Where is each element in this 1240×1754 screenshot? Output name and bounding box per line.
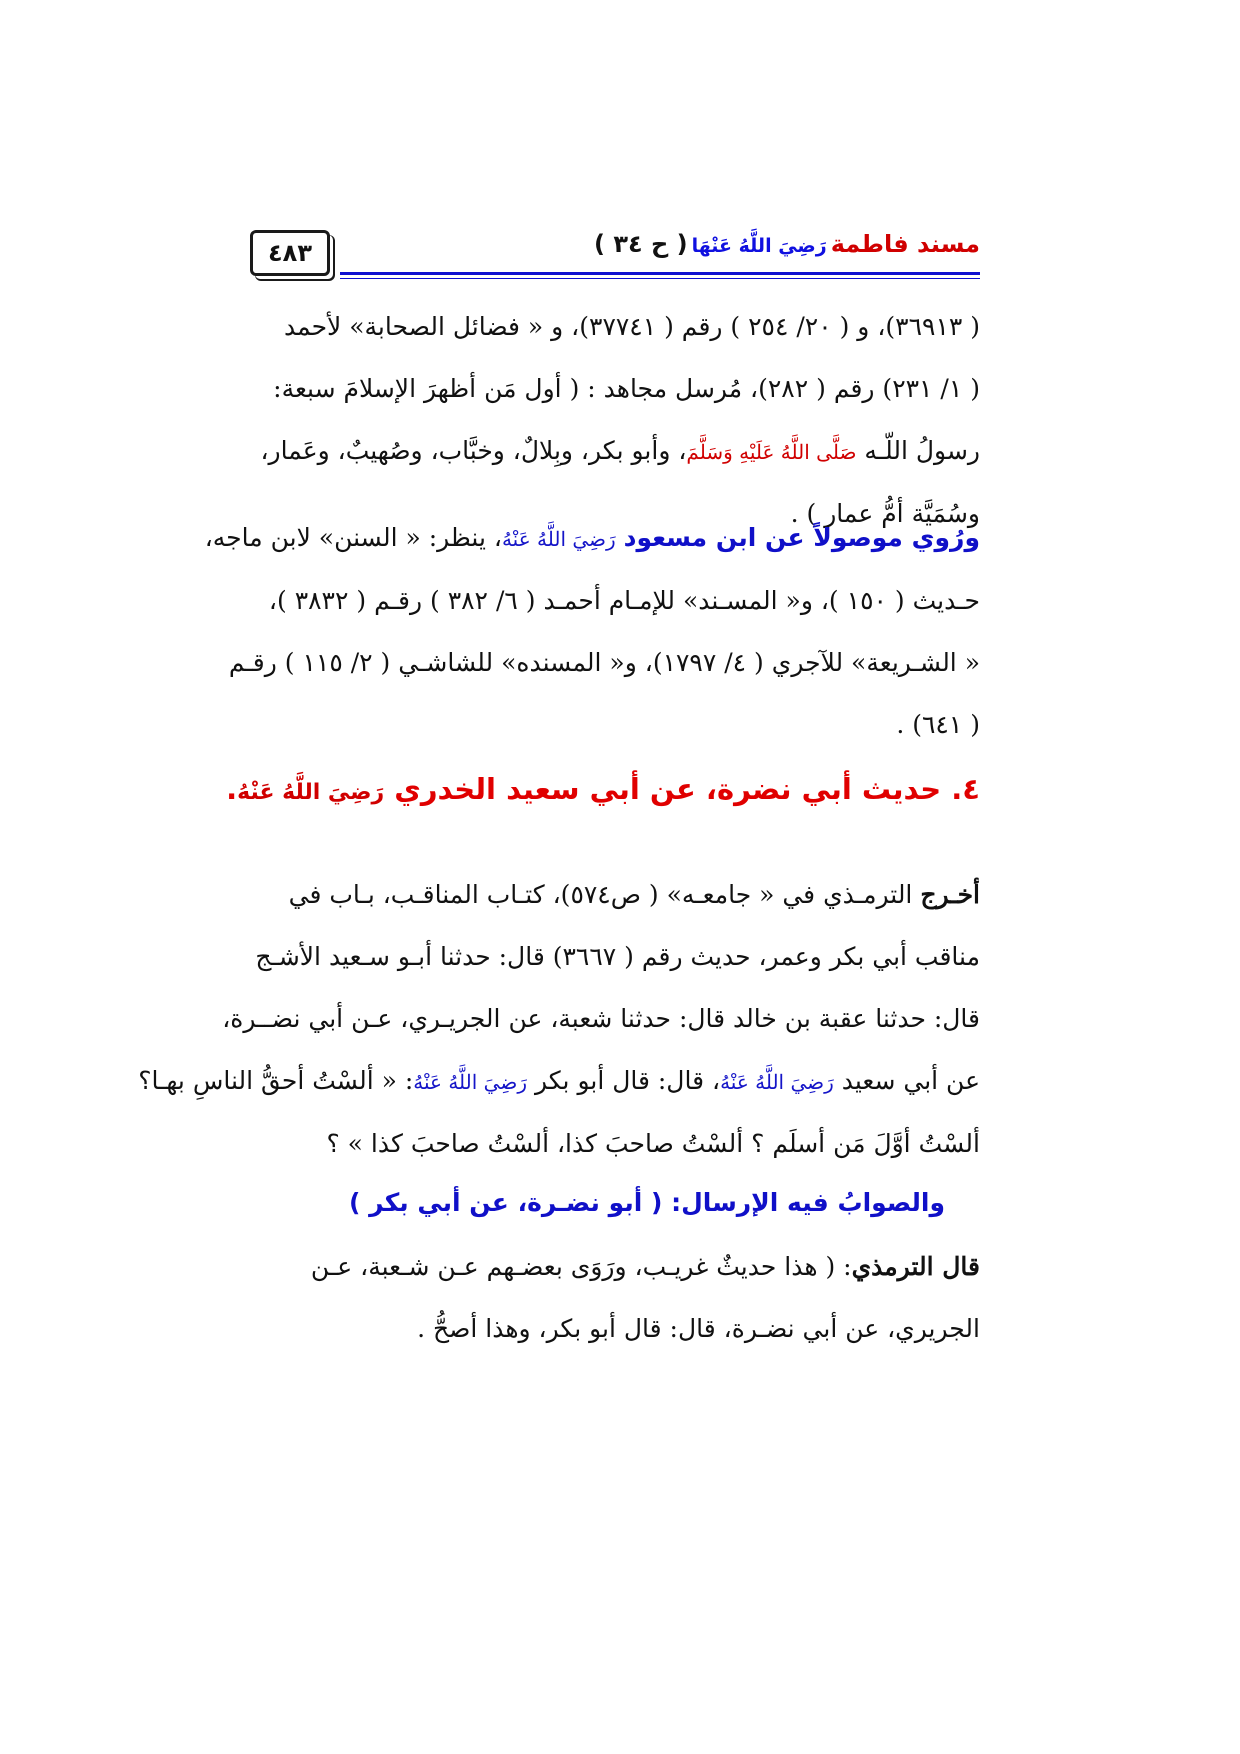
honorific-calligraphy: رَضِيَ اللَّهُ عَنْهُ <box>413 1070 527 1094</box>
text-span: رسولُ اللّـه <box>864 436 980 465</box>
highlighted-text: ورُوي موصولاً عن ابن مسعود <box>623 523 980 552</box>
text-line: « الشـريعة» للآجري ( ٤/ ١٧٩٧)، و« المسنده» للشاشـي ( ٢/ ١١٥ ) رقـم <box>228 648 980 677</box>
text-line <box>245 420 980 483</box>
paragraph-tirmidhi <box>245 1236 980 1360</box>
text-line: حـديث ( ١٥٠ )، و« المسـند» للإمـام أحمـد ( ٦/ ٣٨٢ ) رقـم ( ٣٨٣٢ )، <box>268 586 980 615</box>
page-number: ٤٨٣ <box>250 230 330 276</box>
text-span: ، وأبو بكر، وبِلالٌ، وخبَّاب، وصُهيبٌ، وعَمار، <box>260 436 687 465</box>
text-line <box>138 1050 980 1113</box>
paragraph-sources-2 <box>204 507 980 756</box>
text-line: ( ٣٦٩١٣)، و ( ٢٠/ ٢٥٤ ) رقم ( ٣٧٧٤١)، و « فضائل الصحابة» لأحمد <box>284 312 980 341</box>
text-span: : « ألسْتُ أحقُّ الناسِ بهـا؟ <box>138 1066 414 1095</box>
page-header <box>250 230 980 278</box>
text-span: : ( هذا حديثٌ غريـب، ورَوَى بعضـهم عـن شـعبة، عـن <box>310 1252 852 1281</box>
section-heading <box>226 772 980 806</box>
heading-text: ٤. حديث أبي نضرة، عن أبي سعيد الخدري <box>394 772 980 806</box>
header-rule-thin <box>340 278 980 279</box>
heading-end: . <box>226 772 238 806</box>
text-line: ( ١/ ٢٣١) رقم ( ٢٨٢)، مُرسل مجاهد : ( أول مَن أظهرَ الإسلامَ سبعة: <box>273 374 980 403</box>
honorific-calligraphy: رَضِيَ اللَّهُ عَنْهُ <box>237 780 385 805</box>
text-line <box>245 864 980 926</box>
running-title-text: مسند فاطمة <box>830 230 980 258</box>
text-line: ( ٦٤١) . <box>896 710 980 739</box>
bold-lead: قال الترمذي <box>851 1252 980 1281</box>
honorific-calligraphy: صَلَّى اللَّهُ عَلَيْهِ وَسَلَّمَ <box>686 440 857 464</box>
paragraph-correction <box>245 1172 945 1234</box>
text-span: ، ينظر: « السنن» لابن ماجه، <box>204 523 502 552</box>
text-line: ألسْتُ أوَّلَ مَن أسلَم ؟ ألسْتُ صاحبَ كذا، ألسْتُ صاحبَ كذا » ؟ <box>326 1129 980 1158</box>
paragraph-hadith <box>138 864 980 1175</box>
text-line: مناقب أبي بكر وعمر، حديث رقم ( ٣٦٦٧) قال: حدثنا أبـو سـعيد الأشـج <box>255 942 980 971</box>
highlighted-text: والصوابُ فيه الإرسال: ( أبو نضـرة، عن أبي بكر ) <box>349 1188 945 1217</box>
bold-lead: أخـرج <box>920 880 980 909</box>
hadith-reference: ( ح ٣٤ ) <box>594 230 688 258</box>
text-span: ، قال: قال أبو بكر <box>534 1066 721 1095</box>
text-line <box>204 507 980 570</box>
text-line: الجريري، عن أبي نضـرة، قال: قال أبو بكر، وهذا أصحُّ . <box>417 1314 980 1343</box>
honorific-calligraphy: رَضِيَ اللَّهُ عَنْهَا <box>691 235 827 257</box>
header-rule <box>340 272 980 275</box>
text-line <box>245 1236 980 1298</box>
text-span: الترمـذي في « جامعـه» ( ص٥٧٤)، كتـاب المناقـب، بـاب في <box>288 880 921 909</box>
honorific-calligraphy: رَضِيَ اللَّهُ عَنْهُ <box>720 1070 834 1094</box>
text-line: وسُمَيَّة أمُّ عمار ) . <box>790 499 980 528</box>
honorific-calligraphy: رَضِيَ اللَّهُ عَنْهُ <box>501 527 616 551</box>
running-title <box>594 230 980 258</box>
text-line: قال: حدثنا عقبة بن خالد قال: حدثنا شعبة، عن الجريـري، عـن أبي نضــرة، <box>222 1004 980 1033</box>
text-span: عن أبي سعيد <box>841 1066 980 1095</box>
